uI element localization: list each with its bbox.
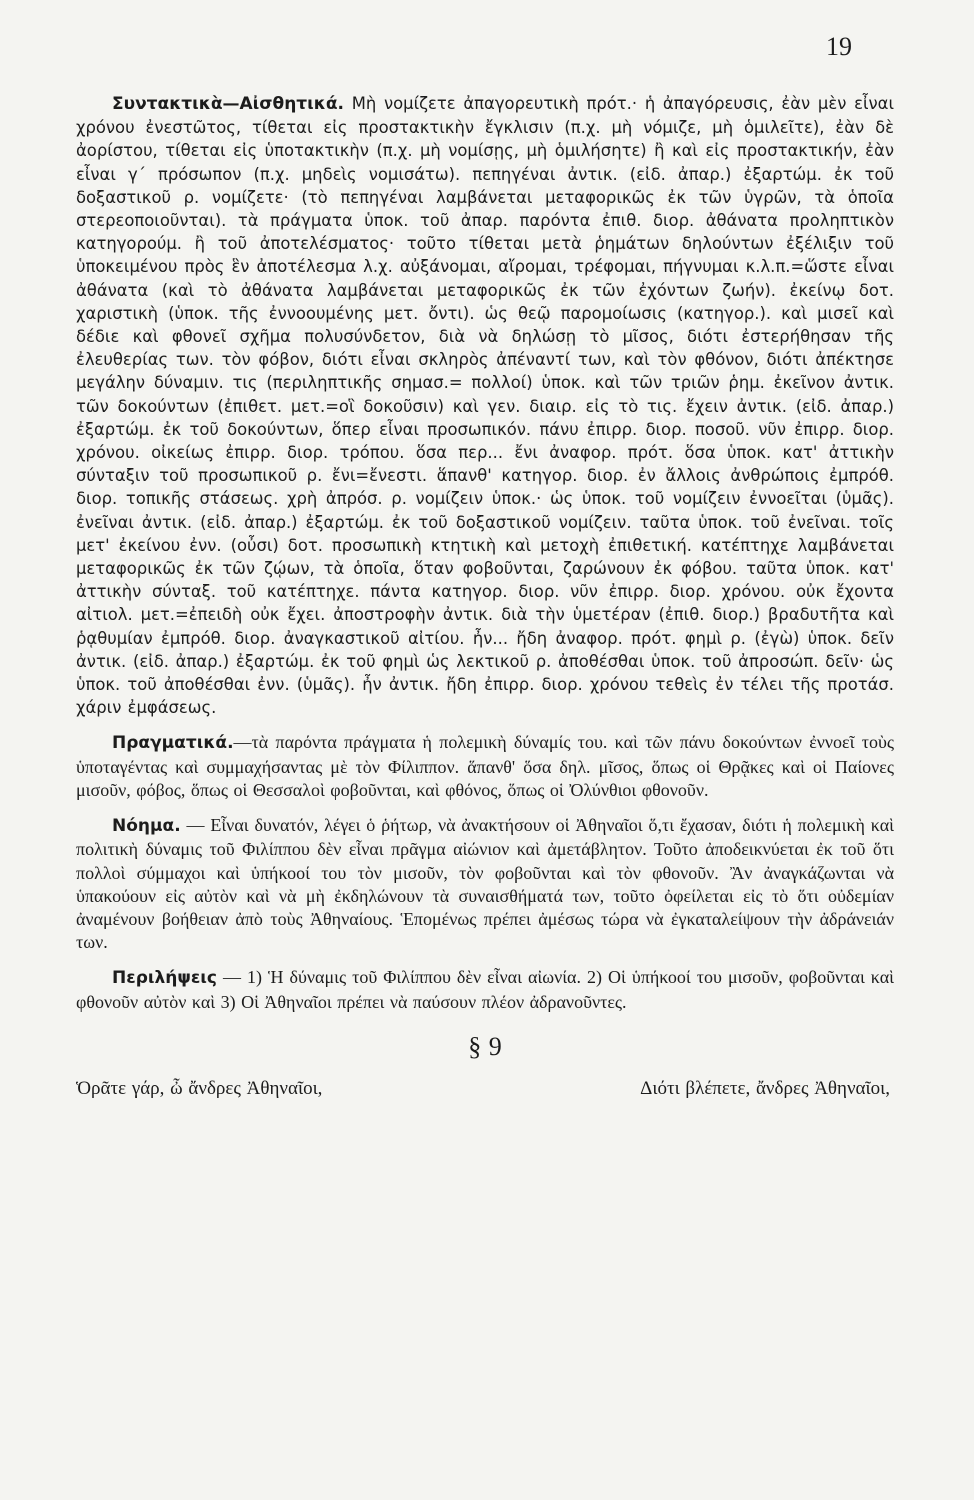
summary-heading: Περιλήψεις (112, 968, 218, 989)
verse-translation: Διότι βλέπετε, ἄνδρες Ἀθηναῖοι, (640, 1077, 890, 1099)
pragmatic-text: —τὰ παρόντα πράγματα ἡ πολεμικὴ δύναμίς του. καὶ τῶν πάνυ δοκούντων ἐννοεῖ τοὺς ὑποταγέντας καὶ συμμαχήσαντας μὲ τὸν Φίλιππον. ἅπανθ' ὅσα δηλ. μῖσος, ὅπως οἱ Θρᾷκες καὶ οἱ Παίονες μισοῦν, φόβος, ὅπως οἱ Θεσσαλοὶ φοβοῦνται, καὶ φθόνος, ὅπως οἱ Ὀλύνθιοι φθονοῦν. (76, 732, 894, 800)
meaning-paragraph (76, 814, 894, 954)
summary-text: — 1) Ἡ δύναμις τοῦ Φιλίππου δὲν εἶναι αἰωνία. 2) Οἱ ὑπήκοοί του μισοῦν, φοβοῦνται καὶ φθονοῦν αὐτὸν καὶ 3) Οἱ Ἀθηναῖοι πρέπει νὰ παύσουν πλέον ἀδρανοῦντες. (76, 967, 894, 1012)
meaning-text: — Εἶναι δυνατόν, λέγει ὁ ῥήτωρ, νὰ ἀνακτήσουν οἱ Ἀθηναῖοι ὅ,τι ἔχασαν, διότι ἡ πολεμικὴ καὶ πολιτικὴ δύναμις τοῦ Φιλίππου δὲν εἶναι πρᾶγμα αἰώνιον καὶ ἀμετάβλητον. Τοῦτο ἀποδεικνύεται ἐκ τοῦ ὅτι πολλοὶ σύμμαχοι καὶ ὑπήκοοί του τὸν μισοῦν, τὸν φοβοῦνται καὶ τὸν φθονοῦν. Ἂν ἀναγκάζωνται νὰ ὑπακούουν εἰς αὐτὸν καὶ νὰ μὴ ἐκδηλώνουν τὰ συναισθήματά των, τοῦτο ὀφείλεται εἰς τὸ ὅτι οὐδεμίαν ἀναμένουν βοήθειαν ἀπὸ τοὺς Ἀθηναίους. Ἑπομένως πρέπει ἀμέσως τώρα νὰ ἐγκαταλείψουν τὴν ἀδράνειάν των. (76, 815, 894, 953)
meaning-heading: Νόημα. (112, 816, 181, 837)
page-number: 19 (826, 32, 852, 61)
syntax-paragraph (76, 92, 894, 719)
page-content (76, 92, 894, 1102)
pragmatic-heading: Πραγματικά. (112, 733, 234, 754)
syntax-text: Μὴ νομίζετε ἀπαγορευτικὴ πρότ.· ἡ ἀπαγόρευσις, ἐὰν μὲν εἶναι χρόνου ἐνεστῶτος, τίθεται εἰς προστακτικὴν ἔγκλισιν (π.χ. μὴ νόμιζε, μὴ ὁμιλεῖτε), ἐὰν δὲ ἀορίστου, τίθεται εἰς ὑποτακτικὴν (π.χ. μὴ νομίσῃς, μὴ ὁμιλήσητε) ἢ καὶ εἰς προστακτικήν, ἐὰν εἶναι γ΄ πρόσωπον (π.χ. μηδεὶς νομισάτω). πεπηγέναι ἀντικ. (εἰδ. ἀπαρ.) ἐξαρτώμ. ἐκ τοῦ δοξαστικοῦ ρ. νομίζετε· (τὸ πεπηγέναι λαμβάνεται μεταφορικῶς ἐκ τῶν ὑγρῶν, τὰ ὁποῖα στερεοποιοῦνται). τὰ πράγματα ὑποκ. τοῦ ἀπαρ. παρόντα ἐπιθ. διορ. ἀθάνατα προληπτικὸν κατηγορούμ. ἢ τοῦ ἀποτελέσματος· τοῦτο τίθεται μετὰ ῥημάτων δηλούντων ἐξέλιξιν τοῦ ὑποκειμένου πρὸς ἓν ἀποτέλεσμα λ.χ. αὐξάνομαι, αἴρομαι, τρέφομαι, πήγνυμαι κ.λ.π.=ὥστε εἶναι ἀθάνατα (καὶ τὸ ἀθάνατα λαμβάνεται μεταφορικῶς ἐκ τῶν ἐχόντων ζωήν). ἐκείνῳ δοτ. χαριστικὴ (ὑποκ. τῆς ἐννοουμένης μετ. ὄντι). ὡς θεῷ παρομοίωσις (κατηγορ.). καὶ μισεῖ καὶ δέδιε καὶ φθονεῖ σχῆμα πολυσύνδετον, διὰ νὰ δηλώσῃ τὸ μῖσος, διότι ἐστερήθησαν τῆς ἐλευθερίας των. τὸν φόβον, διότι εἶναι σκληρὸς ἀπέναντί των, καὶ τὸν φθόνον, διότι ἀπέκτησε μεγάλην δύναμιν. τις (περιληπτικῆς σημασ.= πολλοί) ὑποκ. καὶ τῶν τριῶν ῥημ. ἐκεῖνον ἀντικ. τῶν δοκούντων (ἐπιθετ. μετ.=οἳ δοκοῦσιν) καὶ γεν. διαιρ. εἰς τὸ τις. ἔχειν ἀντικ. (εἰδ. ἀπαρ.) ἐξαρτώμ. ἐκ τοῦ δοκούντων, ὅπερ εἶναι προσωπικόν. πάνυ ἐπιρρ. διορ. ποσοῦ. νῦν ἐπιρρ. διορ. χρόνου. οἰκείως ἐπιρρ. διορ. τρόπου. ὅσα περ... ἔνι ἀναφορ. πρότ. ὅσα ὑποκ. κατ' ἀττικὴν σύνταξιν τοῦ προσωπικοῦ ρ. ἔνι=ἔνεστι. ἅπανθ' κατηγορ. διορ. ἐν ἄλλοις ἀνθρώποις ἐμπρόθ. διορ. τοπικῆς στάσεως. χρὴ ἀπρόσ. ρ. νομίζειν ὑποκ.· ὡς ὑποκ. τοῦ νομίζειν ἐννοεῖται (ὑμᾶς). ἐνεῖναι ἀντικ. (εἰδ. ἀπαρ.) ἐξαρτώμ. ἐκ τοῦ δοξαστικοῦ νομίζειν. ταῦτα ὑποκ. τοῦ ἐνεῖναι. τοῖς μετ' ἐκείνου ἐνν. (οὖσι) δοτ. προσωπικὴ κτητικὴ καὶ μετοχὴ ἐπιθετική. κατέπτηχε λαμβάνεται μεταφορικῶς ἐκ τῶν ζῴων, τὰ ὁποῖα, ὅταν φοβοῦνται, ζαρώνουν ἐκ φόβου. ταῦτα ὑποκ. κατ' ἀττικὴν σύνταξ. τοῦ κατέπτηχε. πάντα κατηγορ. διορ. νῦν ἐπιρρ. διορ. χρόνου. οὐκ ἔχοντα αἰτιολ. μετ.=ἐπειδὴ οὐκ ἔχει. ἀποστροφὴν ἀντικ. διὰ τὴν ὑμετέραν (ἐπιθ. διορ.) βραδυτῆτα καὶ ῥᾳθυμίαν ἐμπρόθ. διορ. ἀναγκαστικοῦ αἰτίου. ἦν... ἤδη ἀναφορ. πρότ. φημὶ ρ. (ἐγὼ) ὑποκ. δεῖν ἀντικ. (εἰδ. ἀπαρ.) ἐξαρτώμ. ἐκ τοῦ φημὶ ὡς λεκτικοῦ ρ. ἀποθέσθαι ὑποκ. τοῦ ἀπροσώπ. δεῖν· ὡς ὑποκ. τοῦ ἀποθέσθαι ἐνν. (ὑμᾶς). ἦν ἀντικ. ἤδη ἐπιρρ. διορ. χρόνου τεθεὶς ἐν τέλει τῆς προτάσ. χάριν ἐμφάσεως. (76, 94, 894, 718)
summary-paragraph (76, 966, 894, 1013)
verse-line (76, 1076, 894, 1102)
section-title: § 9 (468, 1031, 502, 1061)
verse-greek: Ὁρᾶτε γάρ, ὦ ἄνδρες Ἀθηναῖοι, (76, 1077, 323, 1099)
pragmatic-paragraph (76, 731, 894, 802)
syntax-heading: Συντακτικὰ—Αἰσθητικά. (112, 94, 344, 114)
